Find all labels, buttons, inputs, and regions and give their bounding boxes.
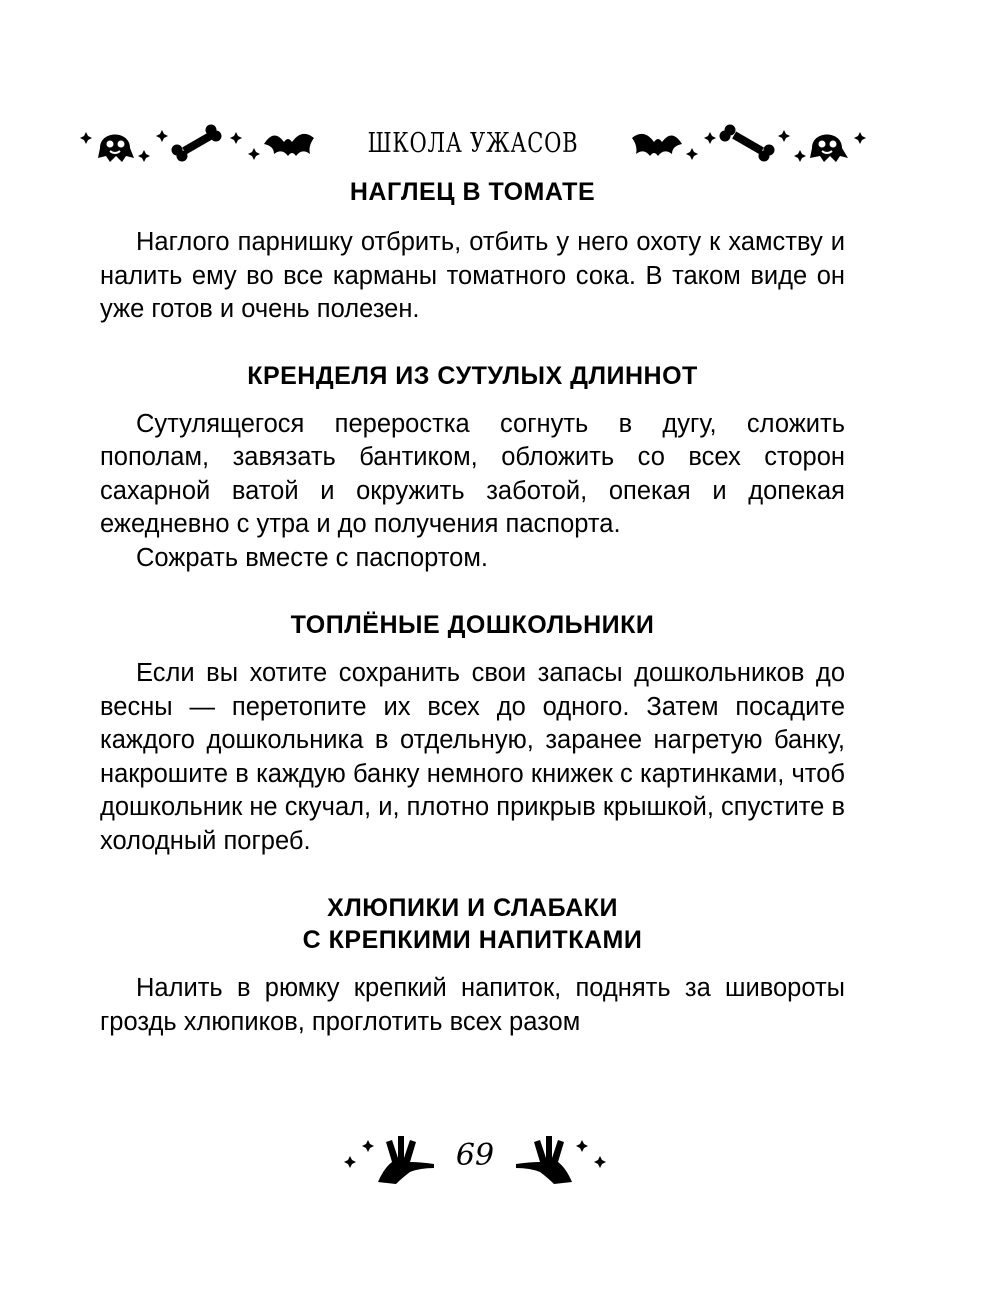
sparkle-icon [704, 132, 716, 144]
sparkle-icon [794, 150, 806, 162]
sparkle-icon [594, 1156, 606, 1168]
section-paragraph: Сутулящегося переростка согнуть в дугу, сложить пополам, завязать бантиком, обложить со всех сторон сахарной ватой и окружить заботой, опекая и допекая ежедневно с утра и до получения паспорта. [100, 409, 845, 538]
section-paragraph: Наглого парнишку отбрить, отбить у него охоту к хамству и налить ему во все карманы томатного сока. В таком виде он уже готов и очень полезен. [100, 228, 845, 323]
sparkle-icon [80, 132, 92, 144]
zombie-hand-icon [516, 1136, 572, 1184]
running-title: ШКОЛА УЖАСОВ [367, 128, 579, 159]
section-paragraph: Сожрать вместе с паспортом. [136, 543, 488, 572]
running-header [78, 118, 868, 174]
ghost-icon [98, 135, 134, 163]
bat-icon [632, 134, 682, 156]
page-number: 69 [455, 1138, 495, 1173]
section-title [100, 892, 845, 956]
section-paragraph: Если вы хотите сохранить свои запасы дошкольников до весны — перетопите их всех до одного. Затем посадите каждого дошкольника в отдельную, заранее нагретую банку, накрошите в каждую банку немного книжек с картинками, чтоб дошкольник не скучал, и, плотно прикрыв крышкой, спустите в холодный погреб. [100, 659, 845, 855]
section-paragraph: Налить в рюмку крепкий напиток, поднять за шивороты гроздь хлюпиков, проглотить всех разом [100, 974, 845, 1036]
section-title: НАГЛЕЦ В ТОМАТЕ [349, 178, 596, 206]
header-ornament-right [628, 118, 868, 174]
section-title-line: ХЛЮПИКИ И СЛАБАКИ [327, 894, 618, 922]
page-footer [340, 1128, 610, 1188]
sparkle-icon [778, 130, 790, 142]
footer-ornament-right [510, 1128, 610, 1188]
page-content [100, 176, 845, 1039]
bone-icon [720, 125, 775, 162]
section-title: КРЕНДЕЛЯ ИЗ СУТУЛЫХ ДЛИННОТ [247, 361, 698, 390]
sparkle-icon [576, 1140, 588, 1152]
sparkle-icon [138, 150, 150, 162]
section-title-line: С КРЕПКИМИ НАПИТКАМИ [302, 926, 643, 954]
sparkle-icon [686, 148, 698, 160]
section-title: ТОПЛЁНЫЕ ДОШКОЛЬНИКИ [290, 611, 655, 639]
sparkle-icon [854, 132, 866, 144]
ghost-icon [810, 135, 848, 163]
